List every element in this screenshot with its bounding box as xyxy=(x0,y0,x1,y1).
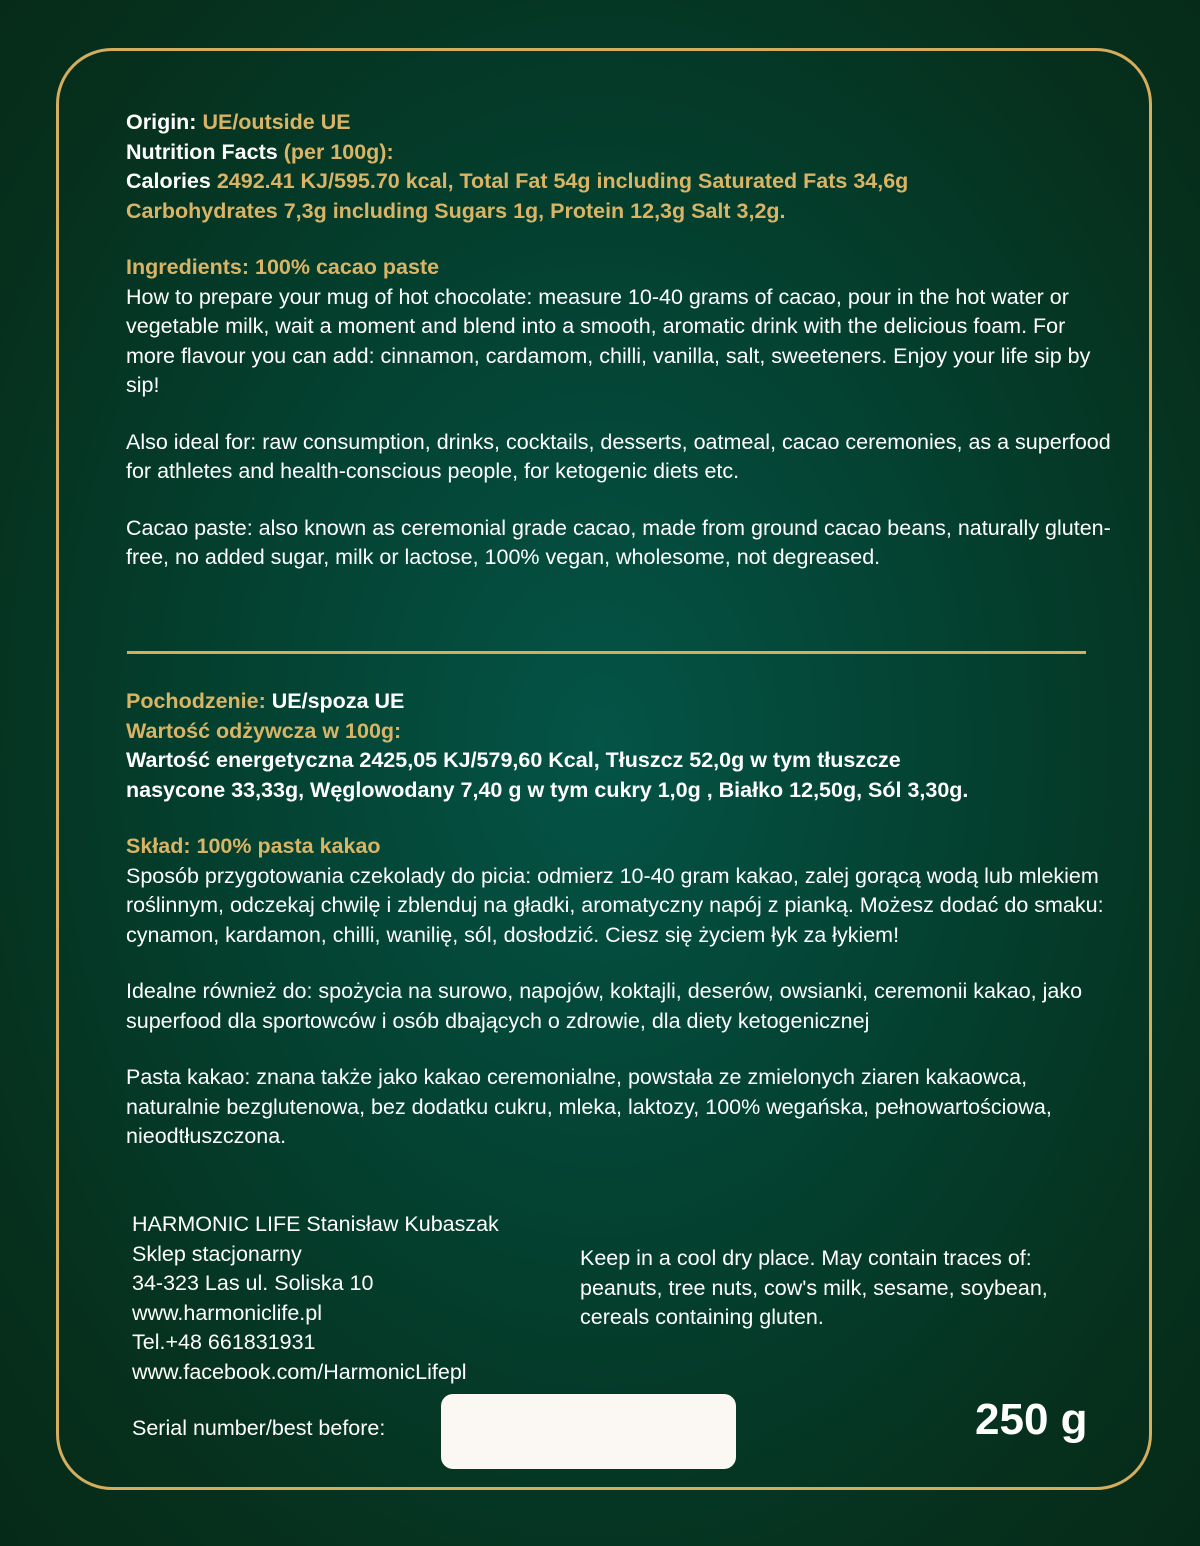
ingredients-heading: Ingredients: 100% cacao paste xyxy=(126,255,440,279)
serial-number-box xyxy=(441,1394,736,1469)
section-divider xyxy=(127,651,1086,654)
sposob-text: Sposób przygotowania czekolady do picia: odmierz 10-40 gram kakao, zalej gorącą wodą lub mlekiem roślinnym, odczekaj chwilę i zblenduj na gładki, aromatyczny napój z pianką. Możesz dodać do smaku: cynamon, kardamon, chilli, wanilię, sól, dosłodzić. Ciesz się życiem łyk za łykiem! xyxy=(126,863,1104,947)
store-type: Sklep stacjonarny xyxy=(132,1241,302,1266)
origin-line: Origin: UE/outside UE xyxy=(126,110,351,134)
energy-line-1: Wartość energetyczna 2425,05 KJ/579,60 Kcal, Tłuszcz 52,0g w tym tłuszcze xyxy=(126,748,901,772)
contact-block xyxy=(132,1210,499,1387)
nutrition-facts-heading: Nutrition Facts (per 100g): xyxy=(126,139,394,164)
polish-section xyxy=(126,687,1121,1152)
wartosc-odzywcza-heading: Wartość odżywcza w 100g: xyxy=(126,718,402,743)
preparation-text: How to prepare your mug of hot chocolate: measure 10-40 grams of cacao, pour in the hot water or vegetable milk, wait a moment and blend into a smooth, aromatic drink with the delicious foam. For more flavour you can add: cinnamon, cardamom, chilli, vanilla, salt, sweeteners. Enjoy your life sip by sip! xyxy=(126,284,1091,397)
pochodzenie-line: Pochodzenie: UE/spoza UE xyxy=(126,689,405,713)
calories-line: Calories 2492.41 KJ/595.70 kcal, Total Fat 54g including Saturated Fats 34,6g xyxy=(126,169,909,193)
idealne-text: Idealne również do: spożycia na surowo, napojów, koktajli, deserów, owsianki, ceremonii kakao, jako superfood dla sportowców i osób dbających o zdrowie, dla diety ketogenicznej xyxy=(126,979,1083,1033)
serial-label: Serial number/best before: xyxy=(132,1416,386,1440)
ideal-for-text: Also ideal for: raw consumption, drinks, cocktails, desserts, oatmeal, cacao ceremonies, as a superfood for athletes and health-conscious people, for ketogenic diets etc. xyxy=(126,429,1111,483)
english-section xyxy=(126,108,1116,573)
company-name: HARMONIC LIFE Stanisław Kubaszak xyxy=(132,1212,499,1236)
phone-number: Tel.+48 661831931 xyxy=(132,1330,316,1354)
sklad-heading: Skład: 100% pasta kakao xyxy=(126,834,381,858)
pasta-kakao-text: Pasta kakao: znana także jako kakao ceremonialne, powstała ze zmielonych ziaren kakaowca, naturalnie bezglutenowa, bez dodatku cukru, mleka, laktozy, 100% wegańska, pełnowartościowa, nieodtłuszczona. xyxy=(126,1065,1052,1148)
net-weight: 250 g xyxy=(975,1395,1088,1444)
cacao-paste-text: Cacao paste: also known as ceremonial grade cacao, made from ground cacao beans, naturally gluten-free, no added sugar, milk or lactose, 100% vegan, wholesome, not degreased. xyxy=(126,515,1111,569)
facebook-link[interactable]: www.facebook.com/HarmonicLifepl xyxy=(132,1359,467,1384)
address: 34-323 Las ul. Soliska 10 xyxy=(132,1271,374,1295)
storage-info: Keep in a cool dry place. May contain traces of: peanuts, tree nuts, cow's milk, sesame, soybean, cereals containing gluten. xyxy=(580,1246,1048,1329)
website-link[interactable]: www.harmoniclife.pl xyxy=(132,1300,322,1325)
carbohydrates-line: Carbohydrates 7,3g including Sugars 1g, Protein 12,3g Salt 3,2g. xyxy=(126,198,786,223)
energy-line-2: nasycone 33,33g, Węglowodany 7,40 g w tym cukry 1,0g , Białko 12,50g, Sól 3,30g. xyxy=(126,777,969,802)
